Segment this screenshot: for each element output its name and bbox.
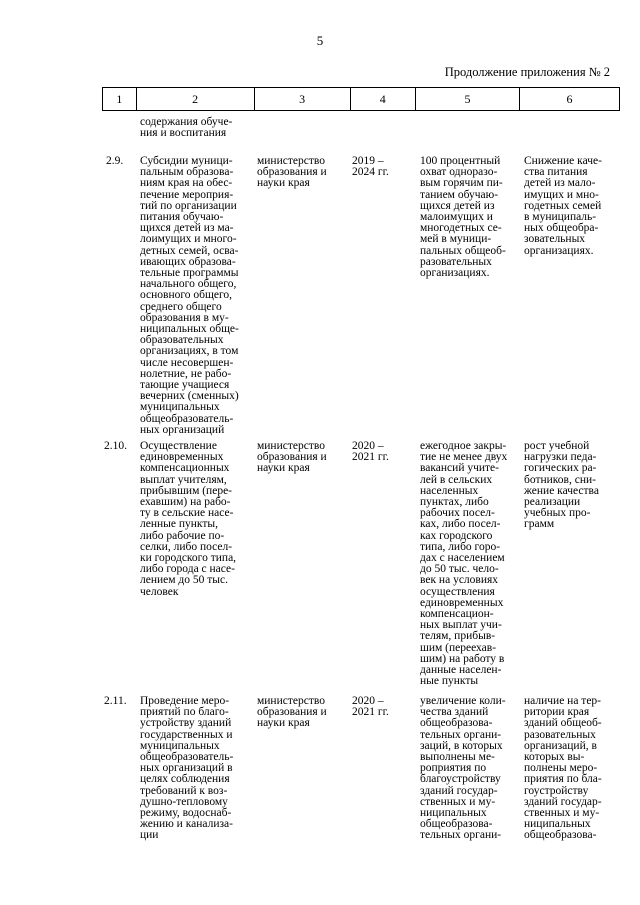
header-col-5: 5: [416, 88, 520, 110]
carry-over-text: содержания обуче- ния и воспитания: [140, 116, 233, 140]
header-col-3: 3: [255, 88, 351, 110]
row-number: 2.10.: [104, 440, 127, 452]
row-result: рост учебной нагрузки педа- гогических ра- ботников, сни- жение качества реализации учебных про- грамм: [524, 440, 599, 531]
row-number: 2.11.: [104, 695, 127, 707]
row-indicator: увеличение коли- чества зданий общеобразова- тельных органи- заций, в которых выполнены ме- роприятия по благоустройству зданий государ- ственных и му- ниципальных общеобразова- тельных органи-: [420, 695, 506, 842]
header-col-6: 6: [566, 91, 573, 106]
row-executor: министерство образования и науки края: [257, 695, 327, 730]
row-period: 2020 – 2021 гг.: [352, 440, 389, 464]
table-header: [102, 87, 620, 111]
row-number: 2.9.: [106, 155, 124, 167]
header-col-2: 2: [137, 88, 255, 110]
header-col-4: 4: [351, 88, 416, 110]
page-number: 5: [316, 33, 324, 48]
row-period: 2019 – 2024 гг.: [352, 155, 389, 179]
row-indicator: ежегодное закры- тие не менее двух вакансий учите- лей в сельских населенных пунктах, либо рабочих посел- ках, либо посел- ках городского типа, либо горо- дах с населением до 50 тыс. чело- век на условиях осуществления единовременных компенсацион- ных выплат учи- телям, прибыв- шим (переехав- шим) на работу в данные населен- ные пункты: [420, 440, 508, 688]
row-executor: министерство образования и науки края: [257, 440, 327, 475]
row-name: Осуществление единовременных компенсационных выплат учителям, прибывшим (пере- ехавшим) на рабо- ту в сельские насе- ленные пункты, либо рабочие по- селки, либо посел- ки городского типа, либо города с насе- лением до 50 тыс. человек: [140, 440, 237, 598]
row-period: 2020 – 2021 гг.: [352, 695, 389, 719]
row-name: Проведение меро- приятий по благо- устройству зданий государственных и муниципальных общеобразователь- ных организаций в целях соблюдения требований к воз- душно-тепловому режиму, водоснаб- жению и канализа- ции: [140, 695, 234, 842]
row-indicator: 100 процентный охват одноразо- вым горячим пи- танием обучаю- щихся детей из малоимущих и многодетных се- мей в муници- пальных общеоб- разовательных организациях.: [420, 155, 506, 280]
header-col-1: 1: [103, 88, 137, 110]
row-name: Субсидии муници- пальным образова- ниям края на обес- печение мероприя- тий по организации питания обучаю- щихся детей из ма- лоимущих и много- детных семей, осва- ивающих образова- тельные программы начального общего, основного общего, среднего общего образования в му- ниципальных обще- образовательных организациях, в том числе несовершен- нолетние, не рабо- тающие учащиеся вечерних (сменных) муниципальных общеобразователь- ных организаций: [140, 155, 239, 436]
row-result: Снижение каче- ства питания детей из мало- имущих и мно- годетных семей в муниципаль- ных общеобра- зовательных организациях.: [524, 155, 602, 257]
continuation-caption: Продолжение приложения № 2: [444, 65, 610, 79]
row-executor: министерство образования и науки края: [257, 155, 327, 190]
row-result: наличие на тер- ритории края зданий общеоб- разовательных организаций, в которых вы- полнены меро- приятия по бла- гоустройству зданий государ- ственных и му- ниципальных общеобразова-: [524, 695, 602, 842]
